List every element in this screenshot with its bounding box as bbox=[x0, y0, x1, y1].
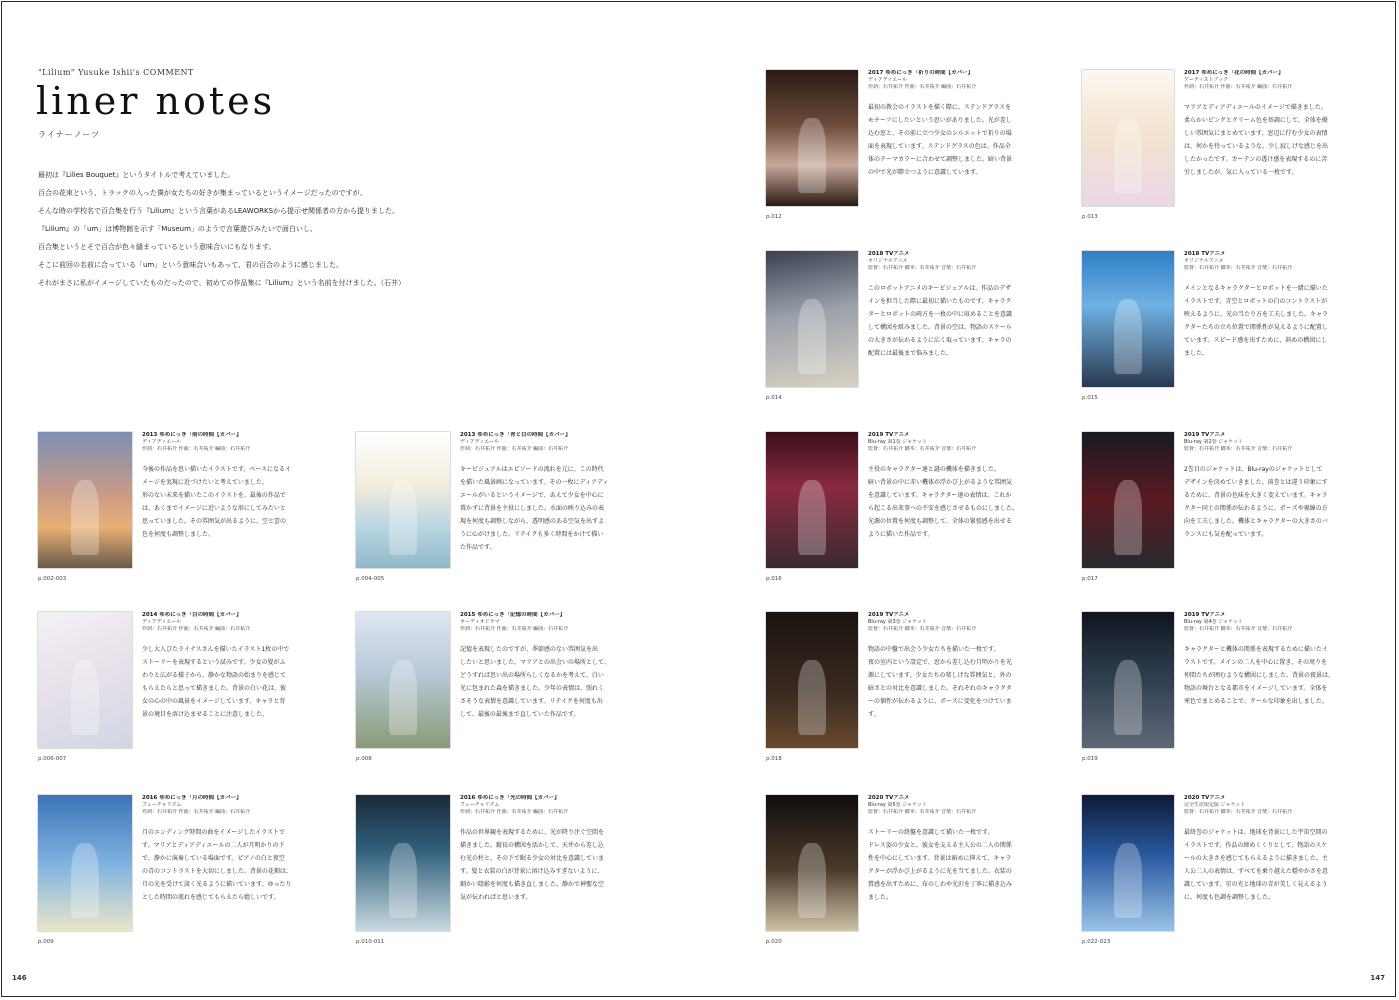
caption-meta1: 2019 TVアニメ bbox=[868, 432, 910, 438]
description-line: 光に包まれた森を描きました。少年の表情は、照れく bbox=[460, 685, 605, 692]
description-line: 細かい陰影を何度も描き直しました。静かで神聖な空 bbox=[460, 881, 605, 888]
caption-meta3: 作詞：石井祐介 作曲：石井祐介 編曲：石井祐介 bbox=[142, 446, 251, 452]
figure-silhouette bbox=[1114, 118, 1142, 193]
description-line: デザインを決めていきました。前巻とは違う印象にす bbox=[1184, 479, 1328, 486]
description-line: ストーリーを表現するという試みです。少女の髪がふ bbox=[142, 659, 286, 666]
artwork-caption bbox=[142, 432, 328, 541]
description-line: したかったです。カーテンの透け感を表現するのに苦 bbox=[1184, 156, 1328, 163]
description-line: た作品です。 bbox=[460, 544, 496, 551]
caption-meta1: 2017 ゆめにっき「祈りの時間【カバー】 bbox=[868, 70, 974, 76]
page-reference: p.014 bbox=[766, 395, 782, 401]
description-line: もらえたらと思って描きました。背景の白い花は、彼 bbox=[142, 685, 287, 692]
artwork-thumbnail bbox=[38, 432, 132, 568]
caption-meta1: 2019 TVアニメ bbox=[868, 612, 910, 618]
description-line: の青のコントラストを大切にしました。背景の花畑は、 bbox=[142, 868, 292, 875]
page-reference: p.018 bbox=[766, 756, 782, 762]
artwork-caption bbox=[460, 612, 646, 721]
description-line: 作品の世界観を表現するために、光が降り注ぐ空間を bbox=[460, 829, 605, 836]
intro-text bbox=[38, 166, 598, 292]
description-line: どうすれば思い出の場所らしくなるかを考えて、白い bbox=[460, 672, 604, 679]
caption-meta3: 作詞：石井祐介 作曲：石井祐介 編曲：石井祐介 bbox=[460, 446, 569, 452]
caption-meta2: フューチャリズム bbox=[142, 802, 182, 808]
artwork-description bbox=[460, 826, 646, 904]
description-line: 人公二人の表情は、すべてを乗り越えた穏やかさを意 bbox=[1184, 868, 1328, 875]
description-line: 色を何度も調整しました。 bbox=[142, 531, 215, 538]
description-line: 2巻目のジャケットは、Blu-rayのジャケットとして bbox=[1184, 466, 1323, 473]
description-line: ました。 bbox=[1184, 350, 1209, 357]
header-kicker: "Lilium" Yusuke Ishii's COMMENT bbox=[38, 68, 194, 77]
artwork-thumbnail bbox=[38, 795, 132, 931]
description-line: は、あくまでイメージに近いような形にしてみたいと bbox=[142, 505, 286, 512]
description-line: 主役のキャラクター達と謎の機体を描きました。 bbox=[868, 466, 1000, 473]
artwork-entry bbox=[1082, 612, 1382, 766]
page-reference: p.017 bbox=[1082, 576, 1098, 582]
artwork-thumbnail bbox=[766, 251, 858, 387]
artwork-caption bbox=[1184, 70, 1370, 179]
caption-meta3: 監督：石井祐介 脚本：石井祐介 音楽：石井祐介 bbox=[1184, 446, 1293, 452]
page-title: liner notes bbox=[36, 79, 276, 123]
artwork-entry bbox=[38, 795, 338, 949]
artwork-thumbnail bbox=[1082, 70, 1174, 206]
figure-silhouette bbox=[389, 843, 417, 918]
description-line: 置かずに背景を主役にしました。水面の映り込みの表 bbox=[460, 505, 605, 512]
caption-meta2: Blu-ray 第3巻 ジャケット bbox=[868, 619, 927, 625]
artwork-thumbnail bbox=[1082, 795, 1174, 931]
description-line: 景の境目を溶け込ませることに注意しました。 bbox=[142, 711, 269, 718]
artwork-entry bbox=[1082, 251, 1382, 405]
page-reference: p.020 bbox=[766, 939, 782, 945]
artwork-thumbnail bbox=[766, 612, 858, 748]
caption-meta1: 2019 TVアニメ bbox=[1184, 432, 1226, 438]
caption-meta2: オリジナルアニメ bbox=[1184, 258, 1224, 264]
description-line: モチーフにしたいという思いがありました。光が差し bbox=[868, 117, 1012, 124]
figure-silhouette bbox=[1114, 480, 1142, 555]
caption-meta3: 監督：石井祐介 脚本：石井祐介 音楽：石井祐介 bbox=[1184, 809, 1293, 815]
description-line: 暗い背景の中に赤い機体が浮かび上がるような雰囲気 bbox=[868, 479, 1013, 486]
artwork-caption bbox=[1184, 432, 1370, 541]
description-line: の大きさが伝わるように広く取っています。キャラの bbox=[868, 337, 1012, 344]
artwork-description bbox=[142, 826, 328, 904]
page-number-left: 146 bbox=[12, 974, 27, 982]
caption-meta1: 2018 TVアニメ bbox=[1184, 251, 1226, 257]
description-line: 最終巻のジャケットは、地球を背景にした宇宙空間の bbox=[1184, 829, 1328, 836]
description-line: とした時間の流れを感じてもらえたら嬉しいです。 bbox=[142, 894, 280, 901]
caption-meta2: ディアディエール bbox=[868, 77, 908, 83]
description-line: インを担当した際に最初に描いたものです。キャラク bbox=[868, 298, 1012, 305]
intro-line: 百合集というとそで百合が色々縫まっているという意味合いにもなります。 bbox=[38, 243, 276, 251]
page-reference: p.004-005 bbox=[356, 576, 385, 582]
caption-meta2: ディアディエール bbox=[142, 439, 182, 445]
artwork-caption bbox=[1184, 795, 1370, 904]
description-line: メインとなるキャラクターとロボットを一緒に描いた bbox=[1184, 285, 1328, 292]
description-line: を意識しています。キャラクター達の表情は、これか bbox=[868, 492, 1012, 499]
caption-meta2: オリジナルアニメ bbox=[868, 258, 908, 264]
figure-silhouette bbox=[389, 480, 417, 555]
artwork-description bbox=[868, 826, 1054, 904]
description-line: わりと広がる様子から、静かな物語の始まりを感じて bbox=[142, 672, 287, 679]
page-reference: p.010-011 bbox=[356, 939, 385, 945]
figure-silhouette bbox=[71, 843, 99, 918]
page-reference: p.006-007 bbox=[38, 756, 67, 762]
artwork-description bbox=[142, 463, 328, 541]
artwork-entry bbox=[38, 432, 338, 586]
caption-meta3: 作詞：石井祐介 作曲：石井祐介 編曲：石井祐介 bbox=[460, 809, 569, 815]
artwork-thumbnail bbox=[1082, 432, 1174, 568]
artwork-description bbox=[868, 463, 1054, 541]
caption-meta2: ディアディエール bbox=[142, 619, 182, 625]
description-line: 識しています。星の光と地球の青が美しく見えるよう bbox=[1184, 881, 1328, 888]
page-reference: p.008 bbox=[356, 756, 372, 762]
caption-meta3: 作詞：石井祐介 作曲：石井祐介 編曲：石井祐介 bbox=[868, 84, 977, 90]
figure-silhouette bbox=[1114, 660, 1142, 735]
artwork-caption bbox=[868, 70, 1054, 179]
intro-line: 最初は『Lilies Bouquet』というタイトルで考えていました。 bbox=[38, 171, 235, 179]
description-line: の中で光が際立つように意識しています。 bbox=[868, 169, 982, 176]
intro-line: 『Lilium』の「um」は博物館を示す「Museum」のようで言葉遊びみたいで面白いし、 bbox=[38, 225, 317, 233]
intro-line: 百合の花束という、トラックの入った僕が女たちの好きが集まっているというイメージだったのですが、 bbox=[38, 189, 367, 197]
description-line: 物語の中盤で出会う少女たちを描いた一枚です。 bbox=[868, 646, 1000, 653]
artwork-thumbnail bbox=[38, 612, 132, 748]
caption-meta2: アーティストブック bbox=[1184, 77, 1228, 83]
description-line: ています。スピード感を出すために、斜めの構図にし bbox=[1184, 337, 1328, 344]
description-line: す。 bbox=[868, 711, 880, 718]
artwork-description bbox=[1184, 463, 1370, 541]
artwork-thumbnail bbox=[1082, 251, 1174, 387]
caption-meta1: 2014 ゆめにっき「白の時間【カバー】 bbox=[142, 612, 242, 618]
description-line: ストーリーの終盤を意識して描いた一枚です。 bbox=[868, 829, 994, 836]
description-line: 映えるように、光の当たり方を工夫しました。キャラ bbox=[1184, 311, 1329, 318]
figure-silhouette bbox=[389, 660, 417, 735]
page-reference: p.013 bbox=[1082, 214, 1098, 220]
artwork-thumbnail bbox=[766, 795, 858, 931]
caption-meta3: 作詞：石井祐介 作曲：石井祐介 編曲：石井祐介 bbox=[1184, 84, 1293, 90]
intro-line: そこに前回の名前に合っている「um」という意味合いもあって、君の百合のように感じました。 bbox=[38, 261, 344, 269]
artwork-entry bbox=[356, 612, 656, 766]
description-line: 思っていました。その雰囲気が出るように、空と雲の bbox=[142, 518, 287, 525]
description-line: ラストです。メインの二人を中心に置き、その周りを bbox=[1184, 659, 1327, 666]
description-line: 物語の舞台となる都市をイメージしています。全体を bbox=[1184, 685, 1328, 692]
caption-meta1: 2013 ゆめにっき「青と白の時間【カバー】 bbox=[460, 432, 571, 438]
artwork-entry bbox=[766, 70, 1066, 224]
artwork-description bbox=[1184, 826, 1370, 904]
artwork-entry bbox=[356, 432, 656, 586]
page-subtitle: ライナーノーツ bbox=[38, 130, 101, 139]
caption-meta3: 作詞：石井祐介 作曲：石井祐介 編曲：石井祐介 bbox=[142, 809, 251, 815]
description-line: イラストです。作品の締めくくりとして、物語のスケ bbox=[1184, 842, 1328, 849]
description-line: 月の光を受けて淡く光るように描いています。ゆったり bbox=[142, 881, 292, 888]
description-line: 女の心の中の風景をイメージしています。キャラと背 bbox=[142, 698, 286, 705]
caption-meta2: Blu-ray 第2巻 ジャケット bbox=[1184, 439, 1243, 445]
caption-meta2: 完全生産限定版 ジャケット bbox=[1184, 802, 1246, 808]
description-line: ドレス姿の少女と、彼女を支える主人公の二人の関係 bbox=[868, 842, 1012, 849]
artwork-entry bbox=[1082, 432, 1382, 586]
artwork-caption bbox=[868, 432, 1054, 541]
caption-meta2: フューチャリズム bbox=[460, 802, 500, 808]
artwork-caption bbox=[868, 612, 1054, 721]
description-line: む光の柱と、その下で眠る少女の対比を意識していま bbox=[460, 855, 605, 862]
artwork-caption bbox=[460, 432, 646, 554]
artwork-description bbox=[1184, 643, 1370, 708]
description-line: 面を表現しています。ステンドグラスの色は、作品全 bbox=[868, 143, 1011, 150]
caption-meta3: 監督：石井祐介 脚本：石井祐介 音楽：石井祐介 bbox=[868, 626, 977, 632]
figure-silhouette bbox=[798, 299, 826, 374]
artwork-entry bbox=[766, 795, 1066, 949]
artwork-description bbox=[868, 101, 1054, 179]
caption-meta1: 2016 ゆめにっき「光の時間【カバー】 bbox=[460, 795, 560, 801]
artwork-entry bbox=[766, 251, 1066, 405]
caption-meta1: 2013 ゆめにっき「雨の時間【カバー】 bbox=[142, 432, 242, 438]
description-line: ました。 bbox=[868, 894, 893, 901]
artwork-thumbnail bbox=[1082, 612, 1174, 748]
caption-meta3: 監督：石井祐介 脚本：石井祐介 音楽：石井祐介 bbox=[868, 809, 977, 815]
description-line: して、最後の最後まで直していた作品です。 bbox=[460, 711, 580, 718]
caption-meta1: 2020 TVアニメ bbox=[868, 795, 910, 801]
caption-meta1: 2016 ゆめにっき「月の時間【カバー】 bbox=[142, 795, 242, 801]
artwork-entry bbox=[356, 795, 656, 949]
description-line: 記憶を表現したのですが、季節感のない雰囲気を出 bbox=[460, 646, 599, 653]
artwork-thumbnail bbox=[356, 795, 450, 931]
caption-meta2: ディアディエール bbox=[460, 439, 500, 445]
description-line: クターたちの立ち位置で関係性が見えるように配置し bbox=[1184, 324, 1328, 331]
caption-meta1: 2020 TVアニメ bbox=[1184, 795, 1226, 801]
description-line: 体のテーマカラーに合わせて調整しました。暗い背景 bbox=[868, 156, 1013, 163]
artwork-caption bbox=[142, 612, 328, 721]
description-line: マリアとディアディエールのイメージで描きました。 bbox=[1184, 104, 1327, 111]
description-line: 気が伝わればと思います。 bbox=[460, 894, 532, 901]
description-line: 向を工夫しました。機体とキャラクターの大きさのバ bbox=[1184, 518, 1328, 525]
page-reference: p.019 bbox=[1082, 756, 1098, 762]
page-reference: p.015 bbox=[1082, 395, 1098, 401]
description-line: イラストです。青空とロボットの白のコントラストが bbox=[1184, 298, 1328, 305]
description-line: しい雰囲気にまとめています。窓辺に佇む少女の表情 bbox=[1184, 130, 1328, 137]
description-line: ターとロボットの両方を一枚の中に収めることを意識 bbox=[868, 311, 1013, 318]
artwork-description bbox=[460, 643, 646, 721]
description-line: 込む窓と、その前に立つ少女のシルエットで祈りの場 bbox=[868, 130, 1012, 137]
description-line: メージを実現に近づけたいと考えていました。 bbox=[142, 479, 268, 486]
caption-meta3: 監督：石井祐介 脚本：石井祐介 音楽：石井祐介 bbox=[868, 446, 977, 452]
description-line: 性を中心にしています。背景は暗めに抑えて、キャラ bbox=[868, 855, 1012, 862]
artwork-thumbnail bbox=[766, 432, 858, 568]
description-line: キャラクターと機体の関係を表現するために描いたイ bbox=[1184, 646, 1328, 653]
artwork-thumbnail bbox=[356, 432, 450, 568]
page-number-right: 147 bbox=[1370, 974, 1385, 982]
description-line: 月のエンディング時間の曲をイメージしたイラストで bbox=[142, 829, 286, 836]
caption-meta1: 2019 TVアニメ bbox=[1184, 612, 1226, 618]
page-reference: p.022-023 bbox=[1082, 939, 1111, 945]
description-line: 描きました。縦長の構図を活かして、天井から差し込 bbox=[460, 842, 604, 849]
page-reference: p.012 bbox=[766, 214, 782, 220]
caption-meta3: 監督：石井祐介 脚本：石井祐介 音楽：石井祐介 bbox=[1184, 265, 1293, 271]
caption-meta3: 作詞：石井祐介 作曲：石井祐介 編曲：石井祐介 bbox=[142, 626, 251, 632]
description-line: 質感を出すために、布のしわや光沢を丁寧に描き込み bbox=[868, 881, 1013, 888]
description-line: す。髪と衣装の白が背景に溶け込みすぎないように、 bbox=[460, 868, 604, 875]
description-line: 配置には最後まで悩みました。 bbox=[868, 350, 953, 357]
description-line: 仲間たちが囲むような構図にしました。背景の夜景は、 bbox=[1184, 672, 1335, 679]
caption-meta3: 作詞：石井祐介 作曲：石井祐介 編曲：石井祐介 bbox=[460, 626, 569, 632]
figure-silhouette bbox=[1114, 843, 1142, 918]
description-line: エールがいるというイメージで、あえて少女を中心に bbox=[460, 492, 604, 499]
artwork-thumbnail bbox=[356, 612, 450, 748]
description-line: 寒色でまとめることで、クールな印象を出しました。 bbox=[1184, 698, 1328, 705]
description-line: 光源の位置を何度も調整して、全体の緊張感を出せる bbox=[868, 518, 1012, 525]
description-line: さそうな表情を意識しています。リテイクを何度も出 bbox=[460, 698, 603, 705]
description-line: 夜の室内という設定で、窓から差し込む月明かりを光 bbox=[868, 659, 1012, 666]
description-line: クター同士の関係が伝わるように、ポーズや視線の方 bbox=[1184, 505, 1328, 512]
description-line: す。マリアとディアディエールの二人が月明かりの下 bbox=[142, 842, 285, 849]
figure-silhouette bbox=[798, 660, 826, 735]
description-line: を描いた風景画になっています。その一枚にディアディ bbox=[460, 479, 609, 486]
figure-silhouette bbox=[71, 480, 99, 555]
page-reference: p.002-003 bbox=[38, 576, 67, 582]
caption-meta2: Blu-ray 第4巻 ジャケット bbox=[1184, 619, 1243, 625]
artwork-entry bbox=[1082, 70, 1382, 224]
caption-meta1: 2015 ゆめにっき「記憶の時間【カバー】 bbox=[460, 612, 566, 618]
artwork-caption bbox=[460, 795, 646, 904]
artwork-entry bbox=[766, 432, 1066, 586]
caption-meta3: 監督：石井祐介 脚本：石井祐介 音楽：石井祐介 bbox=[1184, 626, 1293, 632]
description-line: 最初の教会のイラストを描く際に、ステンドグラスを bbox=[868, 104, 1012, 111]
description-line: に、何度も色調を調整しました。 bbox=[1184, 894, 1275, 901]
caption-meta1: 2017 ゆめにっき「花の時間【カバー】 bbox=[1184, 70, 1284, 76]
description-line: 少し大人びたライナスさんを描いたイラスト1枚の中で bbox=[142, 646, 290, 653]
artwork-caption bbox=[868, 795, 1054, 904]
caption-meta1: 2018 TVアニメ bbox=[868, 251, 910, 257]
artwork-entry bbox=[766, 612, 1066, 766]
description-line: ーの個性が伝わるように、ポーズに変化をつけていま bbox=[868, 698, 1012, 705]
artwork-entry bbox=[38, 612, 338, 766]
description-line: 形のない未来を描いたこのイラストを、最後の作品で bbox=[142, 492, 286, 499]
description-line: 現を何度も調整しながら、透明感のある空気を出すよ bbox=[460, 518, 605, 525]
artwork-description bbox=[1184, 101, 1370, 179]
figure-silhouette bbox=[798, 843, 826, 918]
description-line: 柔らかいピンクとクリーム色を基調にして、全体を優 bbox=[1184, 117, 1328, 124]
description-line: 源にしています。少女たちの楽しげな雰囲気と、外の bbox=[868, 672, 1012, 679]
description-line: ように描いた作品です。 bbox=[868, 531, 934, 538]
artwork-description bbox=[868, 282, 1054, 360]
description-line: は、何かを待っているような、少し寂しげな感じを出 bbox=[1184, 143, 1329, 150]
artwork-entry bbox=[1082, 795, 1382, 949]
artwork-caption bbox=[1184, 612, 1370, 708]
figure-silhouette bbox=[798, 480, 826, 555]
artwork-caption bbox=[868, 251, 1054, 360]
description-line: して構図を組みました。背景の空は、物語のスケール bbox=[868, 324, 1012, 331]
description-line: で、静かに演奏している場面です。ピアノの白と夜空 bbox=[142, 855, 285, 862]
description-line: したいと思いました。マリアとの出会いの場所として、 bbox=[460, 659, 610, 666]
description-line: うに心がけました。リテイクも多く時間をかけて描い bbox=[460, 531, 604, 538]
artwork-description bbox=[1184, 282, 1370, 360]
description-line: 今後の作品を思い描いたイラストです。ベースになるイ bbox=[142, 466, 292, 473]
description-line: 労しましたが、気に入っている一枚です。 bbox=[1184, 169, 1298, 176]
artwork-thumbnail bbox=[766, 70, 858, 206]
intro-line: それがまさに私がイメージしていたものだったので、初めての作品集に『Lilium』という名前を付けました。（石井） bbox=[38, 279, 406, 287]
figure-silhouette bbox=[71, 660, 99, 735]
page-reference: p.009 bbox=[38, 939, 54, 945]
description-line: 暗さとの対比を意識しました。それぞれのキャラクタ bbox=[868, 685, 1012, 692]
artwork-description bbox=[460, 463, 646, 554]
artwork-description bbox=[868, 643, 1054, 721]
description-line: このロボットアニメのキービジュアルは、作品のデザ bbox=[868, 285, 1012, 292]
figure-silhouette bbox=[1114, 299, 1142, 374]
description-line: ら起こる出来事への不安を感じさせるものにしました。 bbox=[868, 505, 1019, 512]
description-line: るために、背景の色味を大きく変えています。キャラ bbox=[1184, 492, 1328, 499]
intro-line: そんな時の学校名で百合集を行う『Lilium』という言葉があるLEAWORKSから提示せ関係者の方から提りました。 bbox=[38, 207, 400, 215]
caption-meta2: オーディオドラマ bbox=[460, 619, 500, 625]
caption-meta2: Blu-ray 第1巻 ジャケット bbox=[868, 439, 927, 445]
caption-meta3: 監督：石井祐介 脚本：石井祐介 音楽：石井祐介 bbox=[868, 265, 977, 271]
description-line: ランスにも気を配っています。 bbox=[1184, 531, 1268, 538]
caption-meta2: Blu-ray 第5巻 ジャケット bbox=[868, 802, 927, 808]
artwork-caption bbox=[1184, 251, 1370, 360]
description-line: クターが浮かび上がるように光を当てました。衣装の bbox=[868, 868, 1012, 875]
figure-silhouette bbox=[798, 118, 826, 193]
page-reference: p.016 bbox=[766, 576, 782, 582]
description-line: ールの大きさを感じてもらえるように描きました。主 bbox=[1184, 855, 1328, 862]
artwork-description bbox=[142, 643, 328, 721]
artwork-caption bbox=[142, 795, 328, 904]
description-line: キービジュアルはエピソードの流れを元に、この時代 bbox=[460, 466, 604, 473]
